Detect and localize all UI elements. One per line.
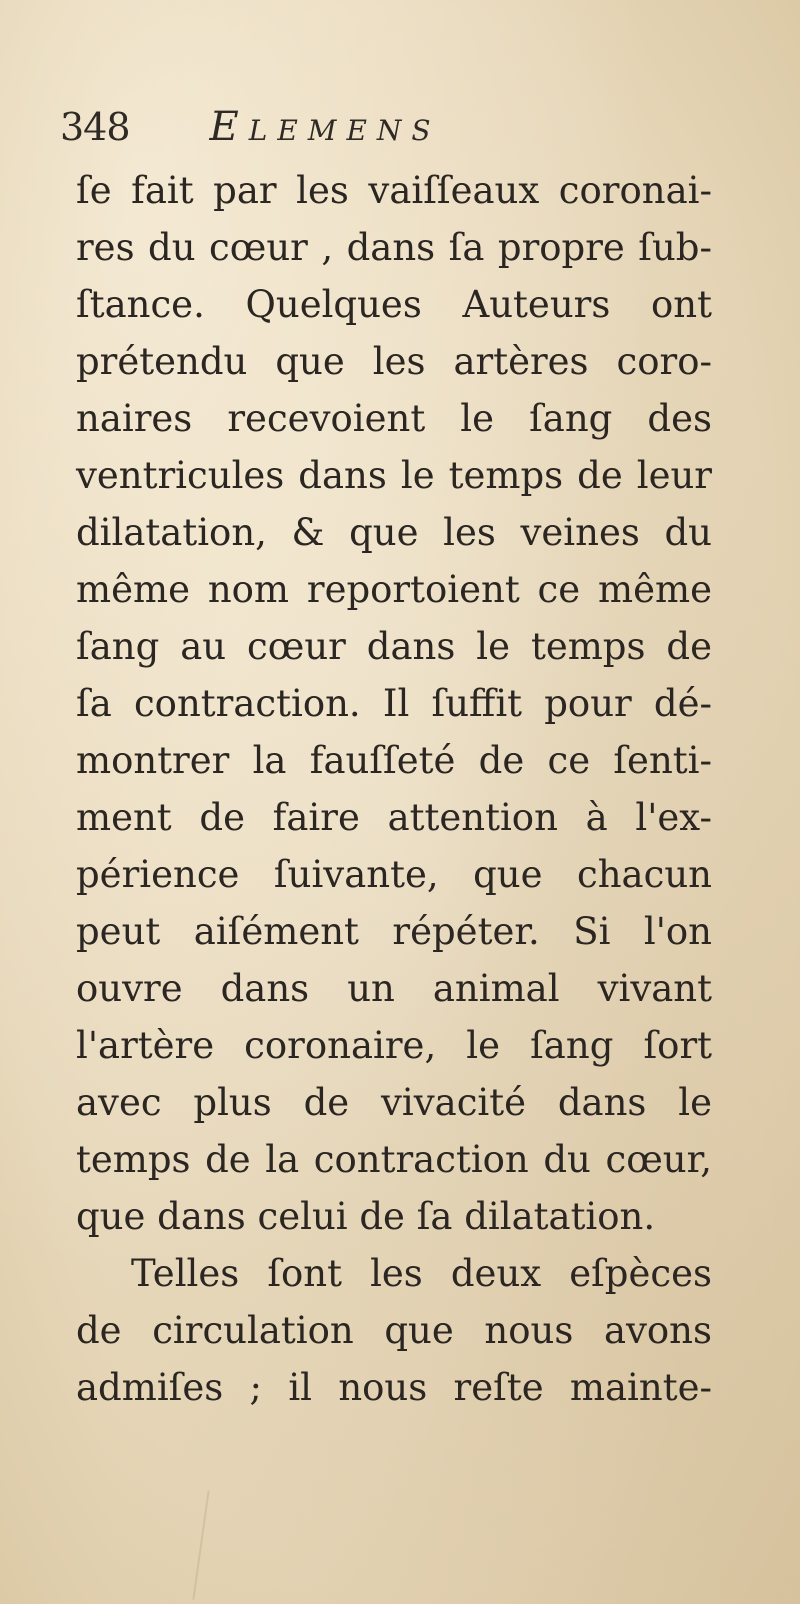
text-line: ſang au cœur dans le temps de [76, 625, 712, 668]
text-line: l'artère coronaire, le ſang ſort [76, 1024, 712, 1067]
text-line: ment de faire attention à l'ex- [76, 796, 712, 839]
text-line: Telles ſont les deux eſpèces [131, 1252, 712, 1295]
text-line: dilatation, & que les veines du [76, 511, 712, 554]
paper-crease [192, 1490, 209, 1599]
body-text [76, 162, 712, 1416]
page-header [60, 104, 441, 164]
text-line: montrer la fauſſeté de ce ſenti- [76, 739, 712, 782]
text-line: ouvre dans un animal vivant [76, 967, 712, 1010]
text-line: ventricules dans le temps de leur [76, 454, 712, 497]
text-line: ſe fait par les vaiſſeaux coronai- [76, 169, 712, 212]
text-line: de circulation que nous avons [76, 1309, 712, 1352]
text-line: res du cœur , dans ſa propre ſub- [76, 226, 712, 269]
text-line: même nom reportoient ce même [76, 568, 712, 611]
running-title-rest: LEMENS [248, 114, 441, 147]
text-line: ſtance. Quelques Auteurs ont [76, 283, 712, 326]
text-line: que dans celui de ſa dilatation. [76, 1195, 656, 1238]
text-line: naires recevoient le ſang des [76, 397, 712, 440]
page-number: 348 [60, 105, 130, 149]
text-line: avec plus de vivacité dans le [76, 1081, 712, 1124]
text-line: peut aiſément répéter. Si l'on [76, 910, 712, 953]
text-line: prétendu que les artères coro- [76, 340, 712, 383]
running-title-initial: E [209, 104, 249, 150]
text-line: temps de la contraction du cœur, [76, 1138, 712, 1181]
text-line: admiſes ; il nous reſte mainte- [76, 1366, 712, 1409]
text-line: périence ſuivante, que chacun [76, 853, 712, 896]
running-title [210, 104, 441, 150]
text-line: ſa contraction. Il ſuffit pour dé- [76, 682, 712, 725]
